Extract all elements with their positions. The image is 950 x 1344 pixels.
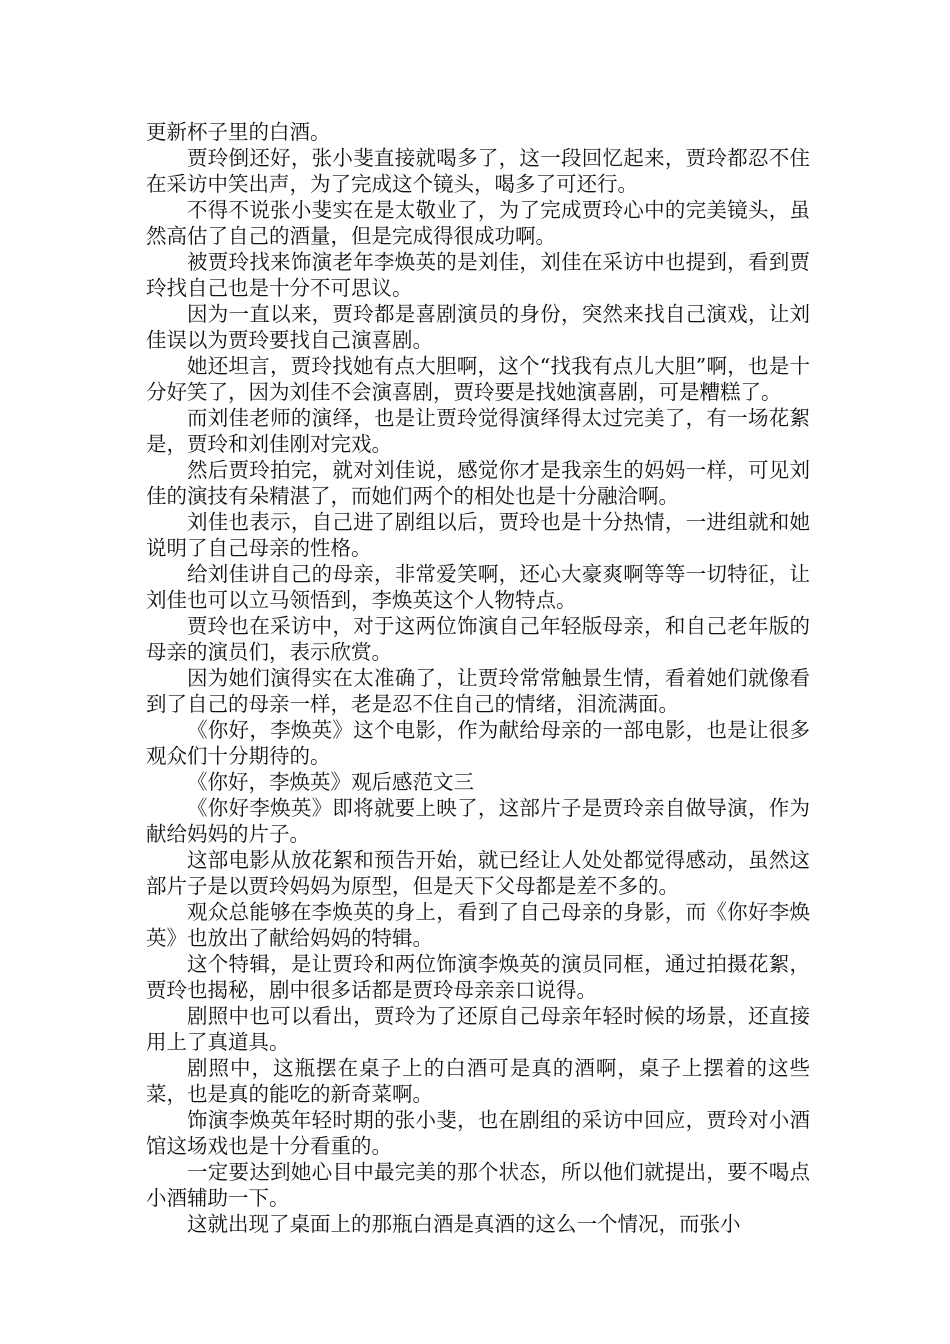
paragraph: 然后贾玲拍完，就对刘佳说，感觉你才是我亲生的妈妈一样，可见刘佳的演技有朵精湛了，而她们两个的相处也是十分融洽啊。: [146, 458, 810, 508]
paragraph: 这就出现了桌面上的那瓶白酒是真酒的这么一个情况，而张小: [187, 1212, 741, 1236]
paragraph: 被贾玲找来饰演老年李焕英的是刘佳，刘佳在采访中也提到，看到贾玲找自己也是十分不可思议。: [146, 250, 810, 300]
paragraph: 剧照中也可以看出，贾玲为了还原自己母亲年轻时候的场景，还直接用上了真道具。: [146, 1004, 810, 1054]
document-body: [146, 119, 810, 1237]
paragraph: 因为她们演得实在太准确了，让贾玲常常触景生情，看着她们就像看到了自己的母亲一样，老是忍不住自己的情绪，泪流满面。: [146, 666, 810, 716]
paragraph: 这部电影从放花絮和预告开始，就已经让人处处都觉得感动，虽然这部片子是以贾玲妈妈为原型，但是天下父母都是差不多的。: [146, 848, 810, 898]
paragraph: 饰演李焕英年轻时期的张小斐，也在剧组的采访中回应，贾玲对小酒馆这场戏也是十分看重的。: [146, 1108, 810, 1158]
paragraph: 这个特辑，是让贾玲和两位饰演李焕英的演员同框，通过拍摄花絮，贾玲也揭秘，剧中很多话都是贾玲母亲亲口说得。: [146, 952, 810, 1002]
paragraph: 不得不说张小斐实在是太敬业了，为了完成贾玲心中的完美镜头，虽然高估了自己的酒量，但是完成得很成功啊。: [146, 198, 810, 248]
paragraph: 刘佳也表示，自己进了剧组以后，贾玲也是十分热情，一进组就和她说明了自己母亲的性格。: [146, 510, 810, 560]
paragraph: 《你好李焕英》即将就要上映了，这部片子是贾玲亲自做导演，作为献给妈妈的片子。: [146, 796, 810, 846]
paragraph: 因为一直以来，贾玲都是喜剧演员的身份，突然来找自己演戏，让刘佳误以为贾玲要找自己演喜剧。: [146, 302, 810, 352]
paragraph: 而刘佳老师的演绎，也是让贾玲觉得演绎得太过完美了，有一场花絮是，贾玲和刘佳刚对完戏。: [146, 406, 810, 456]
paragraph: 贾玲倒还好，张小斐直接就喝多了，这一段回忆起来，贾玲都忍不住在采访中笑出声，为了完成这个镜头，喝多了可还行。: [146, 146, 810, 196]
section-heading: 《你好，李焕英》观后感范文三: [187, 770, 474, 794]
paragraph: 更新杯子里的白酒。: [146, 120, 331, 144]
paragraph: 观众总能够在李焕英的身上，看到了自己母亲的身影，而《你好李焕英》也放出了献给妈妈的特辑。: [146, 900, 810, 950]
paragraph: 剧照中，这瓶摆在桌子上的白酒可是真的酒啊，桌子上摆着的这些菜，也是真的能吃的新奇菜啊。: [146, 1056, 810, 1106]
paragraph: 给刘佳讲自己的母亲，非常爱笑啊，还心大豪爽啊等等一切特征，让刘佳也可以立马领悟到，李焕英这个人物特点。: [146, 562, 810, 612]
paragraph: 她还坦言，贾玲找她有点大胆啊，这个“找我有点儿大胆”啊，也是十分好笑了，因为刘佳不会演喜剧，贾玲要是找她演喜剧，可是糟糕了。: [146, 354, 810, 404]
paragraph: 贾玲也在采访中，对于这两位饰演自己年轻版母亲，和自己老年版的母亲的演员们，表示欣赏。: [146, 614, 810, 664]
paragraph: 一定要达到她心目中最完美的那个状态，所以他们就提出，要不喝点小酒辅助一下。: [146, 1160, 810, 1210]
paragraph: 《你好，李焕英》这个电影，作为献给母亲的一部电影，也是让很多观众们十分期待的。: [146, 718, 810, 768]
